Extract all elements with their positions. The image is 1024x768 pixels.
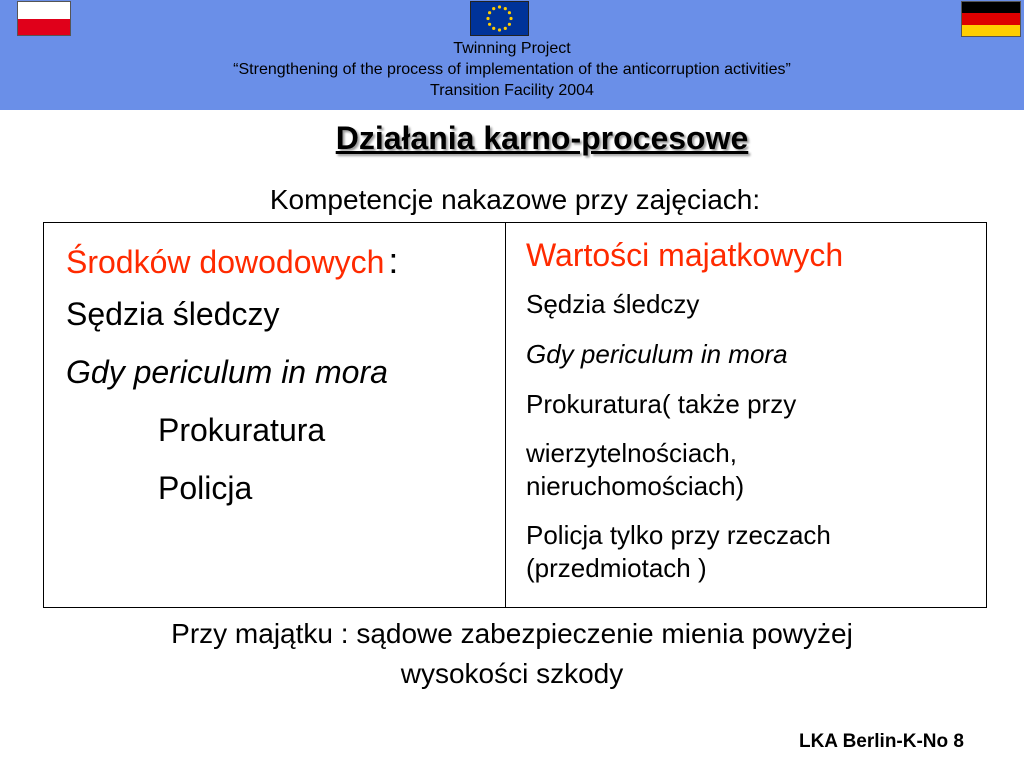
- eu-flag-icon: [470, 1, 529, 36]
- left-item-periculum: Gdy periculum in mora: [66, 354, 388, 390]
- slide-subtitle: Kompetencje nakazowe przy zajęciach:: [269, 184, 761, 215]
- left-column-heading: [66, 237, 398, 295]
- right-column: [526, 233, 843, 601]
- project-header: [0, 38, 1024, 101]
- left-item-judge: Sędzia śledczy: [66, 296, 280, 332]
- column-divider: [505, 223, 506, 607]
- right-item-real-estate: nieruchomościach): [526, 471, 745, 501]
- left-item-police: Policja: [158, 470, 253, 506]
- germany-flag-icon: [961, 1, 1021, 37]
- left-heading-text: Środków dowodowych: [66, 244, 385, 280]
- left-item-prosecution: Prokuratura: [158, 412, 326, 448]
- left-heading-colon: :: [388, 240, 399, 281]
- competence-table: [43, 222, 987, 608]
- right-item-judge: Sędzia śledczy: [526, 289, 700, 319]
- right-item-objects: (przedmiotach ): [526, 553, 707, 583]
- right-item-police: Policja tylko przy rzeczach: [526, 520, 831, 550]
- project-name: Twinning Project: [453, 40, 571, 57]
- bottom-note: [0, 614, 1024, 694]
- slide-title: Działania karno-procesowe: [335, 120, 749, 156]
- right-column-heading: Wartości majatkowych: [526, 237, 844, 273]
- project-facility: Transition Facility 2004: [430, 82, 594, 99]
- header-band: [0, 0, 1024, 110]
- left-column: [66, 237, 398, 527]
- right-item-claims: wierzytelnościach,: [526, 438, 737, 468]
- bottom-note-line1: Przy majątku : sądowe zabezpieczenie mienia powyżej: [171, 618, 853, 649]
- footer-label: LKA Berlin-K-No 8: [798, 731, 964, 752]
- right-item-prosecution: Prokuratura( także przy: [526, 389, 797, 419]
- project-title: “Strengthening of the process of implementation of the anticorruption activities”: [233, 61, 791, 78]
- bottom-note-line2: wysokości szkody: [400, 658, 624, 689]
- poland-flag-icon: [17, 1, 71, 36]
- right-item-periculum: Gdy periculum in mora: [526, 339, 788, 369]
